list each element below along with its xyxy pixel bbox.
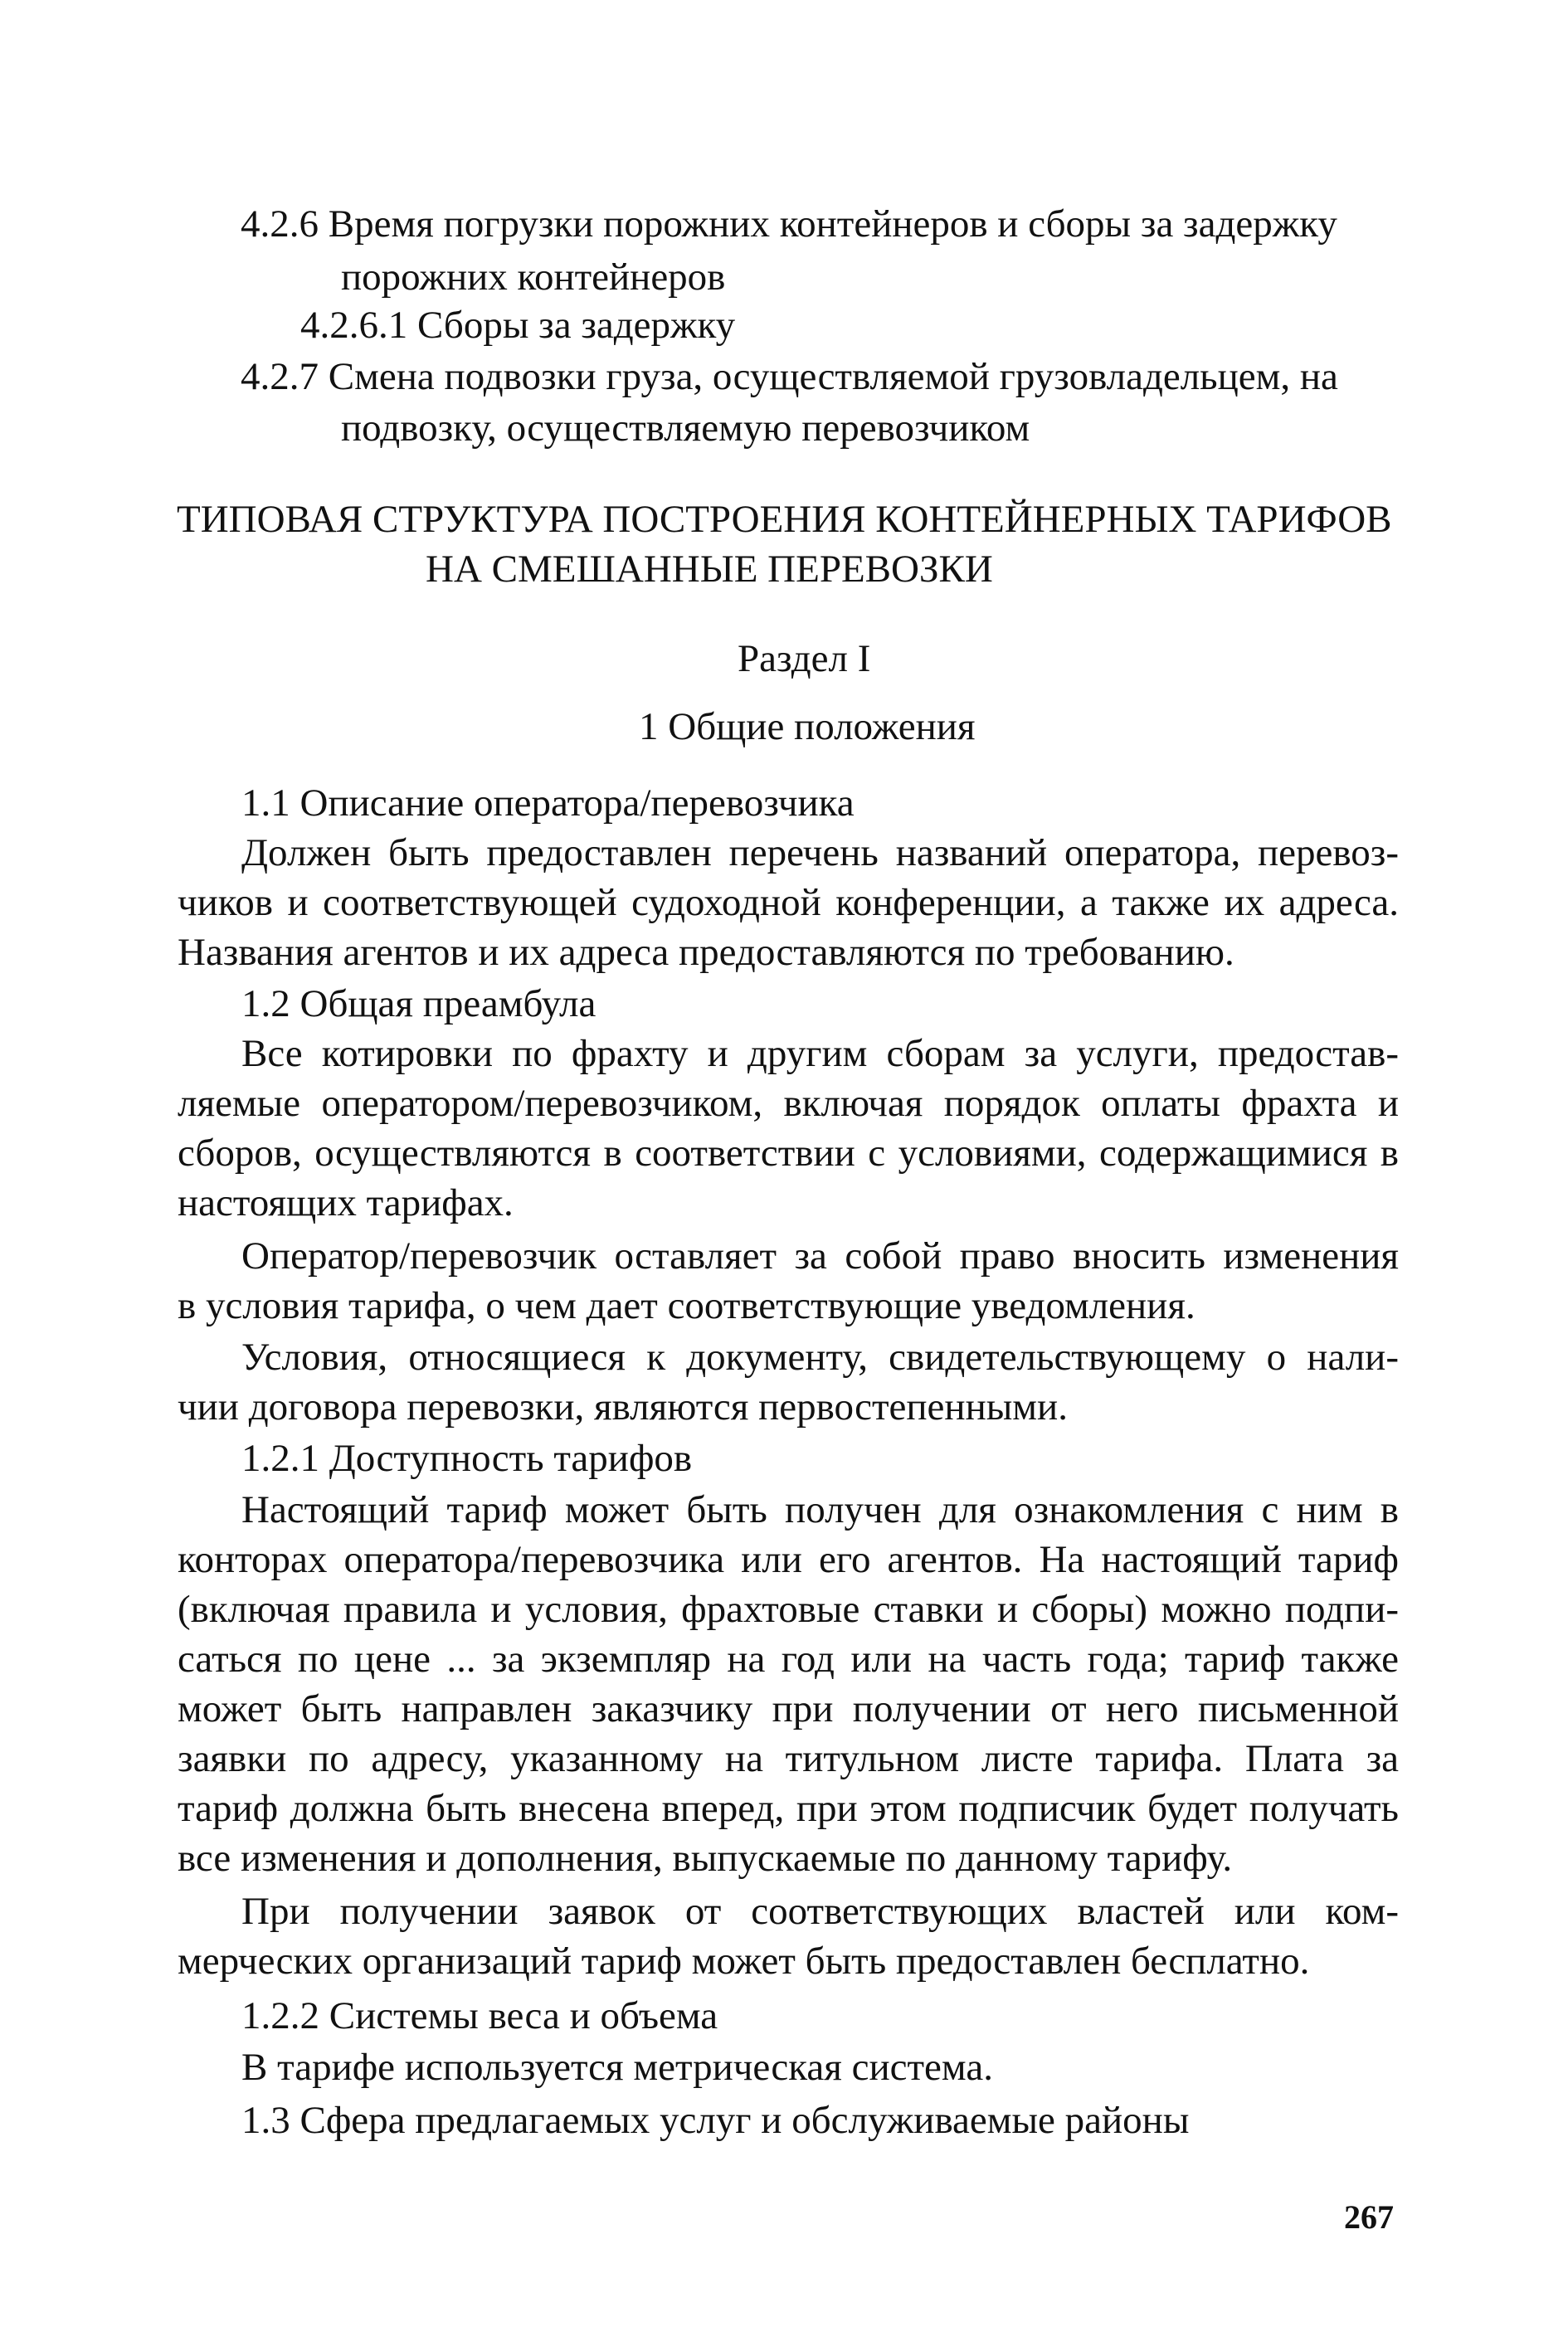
paragraph-line: В тарифе используется метрическая система.: [241, 2046, 993, 2089]
subsection-title-1-2-2: 1.2.2 Системы веса и объема: [241, 1994, 718, 2037]
paragraph-line: в условия тарифа, о чем дает соответствующие уведомления.: [178, 1284, 1195, 1327]
subsection-title-1-2: 1.2 Общая преамбула: [241, 982, 597, 1025]
paragraph-line: Должен быть предоставлен перечень названий оператора, перевоз-: [241, 831, 1399, 874]
paragraph-line: Названия агентов и их адреса предоставляются по требованию.: [178, 931, 1234, 974]
paragraph-line: Оператор/перевозчик оставляет за собой право вносить изменения: [241, 1234, 1399, 1278]
toc-entry-4-2-6-cont: порожних контейнеров: [341, 256, 726, 299]
paragraph-line: сборов, осуществляются в соответствии с условиями, содержащимися в: [178, 1132, 1399, 1175]
subsection-title-1-2-1: 1.2.1 Доступность тарифов: [241, 1437, 693, 1480]
paragraph-line: При получении заявок от соответствующих властей или ком-: [241, 1890, 1399, 1933]
heading-line-1: ТИПОВАЯ СТРУКТУРА ПОСТРОЕНИЯ КОНТЕЙНЕРНЫХ ТАРИФОВ: [177, 498, 1392, 541]
page-number: 267: [1344, 2198, 1394, 2236]
paragraph-line: чиков и соответствующей судоходной конференции, а также их адреса.: [178, 881, 1399, 924]
chapter-title: 1 Общие положения: [639, 705, 976, 748]
toc-text: Время погрузки порожних контейнеров и сборы за задержку: [328, 202, 1337, 246]
paragraph-line: конторах оператора/перевозчика или его агентов. На настоящий тариф: [178, 1538, 1399, 1581]
paragraph-line: настоящих тарифах.: [178, 1181, 514, 1224]
toc-number: 4.2.7: [241, 355, 319, 398]
toc-number: 4.2.6.1: [300, 304, 408, 347]
paragraph-line: все изменения и дополнения, выпускаемые по данному тарифу.: [178, 1837, 1233, 1880]
paragraph-line: Настоящий тариф может быть получен для ознакомления с ним в: [241, 1488, 1399, 1531]
paragraph-line: (включая правила и условия, фрахтовые ставки и сборы) можно подпи-: [178, 1588, 1399, 1631]
paragraph-line: тариф должна быть внесена вперед, при этом подписчик будет получать: [178, 1787, 1399, 1830]
paragraph-line: может быть направлен заказчику при получении от него письменной: [178, 1687, 1399, 1730]
paragraph-line: саться по цене ... за экземпляр на год или на часть года; тариф также: [178, 1638, 1399, 1681]
toc-text: Сборы за задержку: [417, 304, 736, 347]
paragraph-line: Все котировки по фрахту и другим сборам за услуги, предостав-: [241, 1032, 1399, 1075]
toc-entry-4-2-6-1: [300, 300, 735, 350]
paragraph-line: Условия, относящиеся к документу, свидетельствующему о нали-: [241, 1336, 1399, 1379]
toc-entry-4-2-7-cont: подвозку, осуществляемую перевозчиком: [341, 406, 1030, 450]
section-title: Раздел I: [738, 637, 871, 680]
paragraph-line: заявки по адресу, указанному на титульном листе тарифа. Плата за: [178, 1737, 1399, 1780]
paragraph-line: мерческих организаций тариф может быть предоставлен бесплатно.: [178, 1940, 1310, 1983]
heading-line-2: НА СМЕШАННЫЕ ПЕРЕВОЗКИ: [426, 548, 993, 591]
paragraph-line: чии договора перевозки, являются первостепенными.: [178, 1385, 1068, 1429]
subsection-title-1-1: 1.1 Описание оператора/перевозчика: [241, 781, 855, 825]
toc-text: Смена подвозки груза, осуществляемой грузовладельцем, на: [328, 355, 1338, 398]
paragraph-line: ляемые оператором/перевозчиком, включая порядок оплаты фрахта и: [178, 1082, 1399, 1125]
toc-number: 4.2.6: [241, 202, 319, 246]
toc-entry-4-2-6: [241, 199, 1337, 249]
subsection-title-1-3: 1.3 Сфера предлагаемых услуг и обслуживаемые районы: [241, 2099, 1190, 2142]
toc-entry-4-2-7: [241, 352, 1338, 402]
